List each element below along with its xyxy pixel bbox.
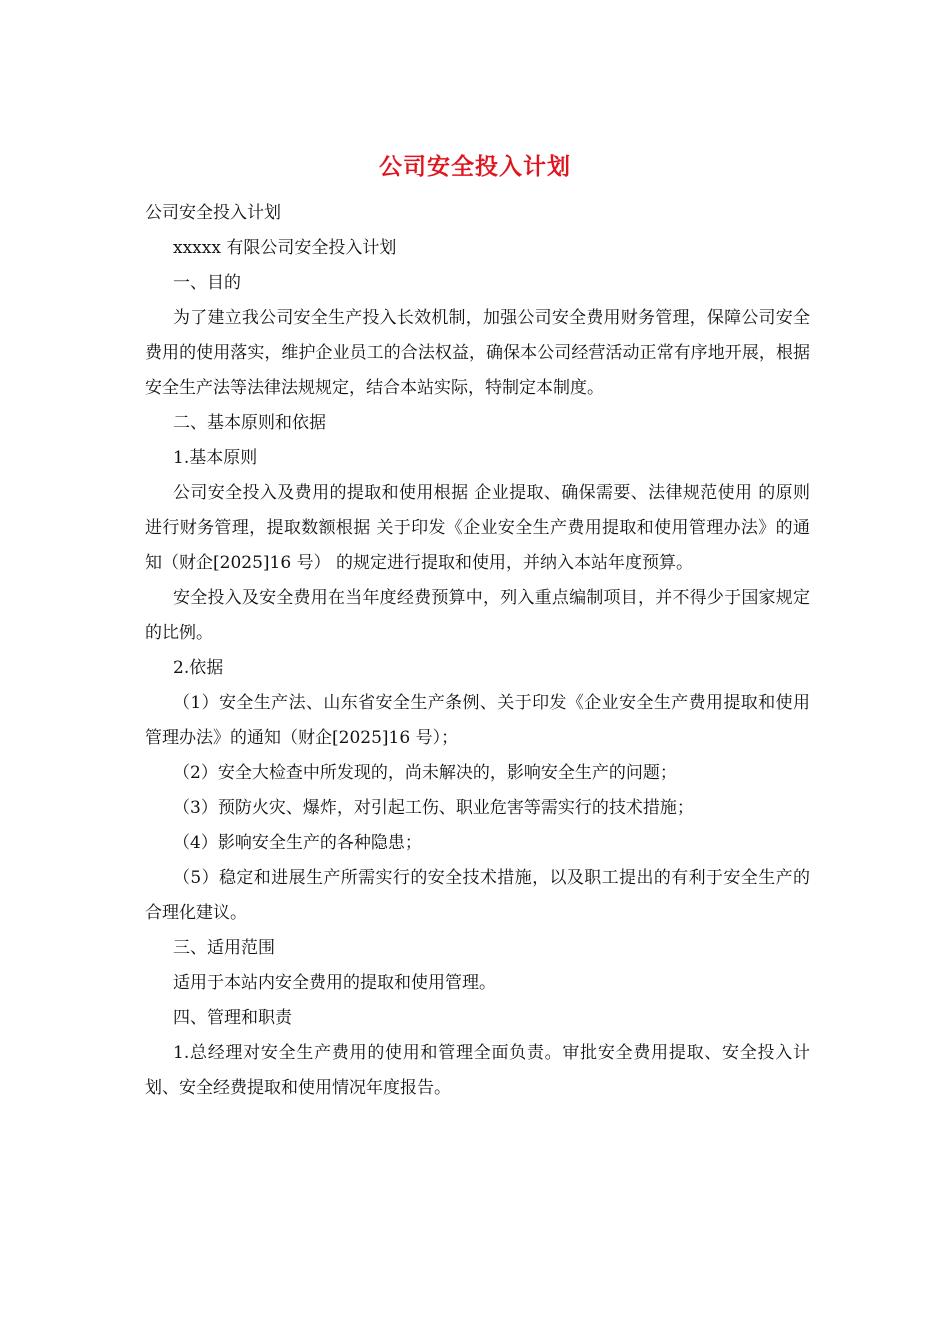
section-heading: 三、适用范围	[173, 938, 275, 958]
list-item: （3）预防火灾、爆炸，对引起工伤、职业危害等需实行的技术措施；	[173, 798, 694, 818]
section-heading: 一、目的	[173, 273, 241, 293]
paragraph: 安全投入及安全费用在当年度经费预算中，列入重点编制项目，并不得少于国家规定的比例。	[145, 588, 810, 643]
section-heading: 二、基本原则和依据	[173, 413, 326, 433]
paragraph: 公司安全投入计划	[145, 203, 281, 223]
list-item: （5）稳定和进展生产所需实行的安全技术措施，以及职工提出的有利于安全生产的合理化建议。	[145, 868, 810, 923]
list-item: （4）影响安全生产的各种隐患；	[173, 833, 422, 853]
list-item: （2）安全大检查中所发现的，尚未解决的，影响安全生产的问题；	[173, 763, 677, 783]
subsection-heading: 2.依据	[173, 658, 224, 678]
subsection-heading: 1.基本原则	[173, 448, 258, 468]
paragraph: 1.总经理对安全生产费用的使用和管理全面负责。审批安全费用提取、安全投入计划、安全经费提取和使用情况年度报告。	[145, 1043, 810, 1098]
paragraph: 公司安全投入及费用的提取和使用根据 企业提取、确保需要、法律规范使用 的原则进行财务管理，提取数额根据 关于印发《企业安全生产费用提取和使用管理办法》的通知（财企[2025]16 号） 的规定进行提取和使用，并纳入本站年度预算。	[145, 483, 810, 573]
section-heading: 四、管理和职责	[173, 1008, 292, 1028]
paragraph: 适用于本站内安全费用的提取和使用管理。	[173, 973, 496, 993]
paragraph: xxxxx 有限公司安全投入计划	[173, 238, 397, 258]
list-item: （1）安全生产法、山东省安全生产条例、关于印发《企业安全生产费用提取和使用管理办法》的通知（财企[2025]16 号）；	[145, 693, 810, 748]
paragraph: 为了建立我公司安全生产投入长效机制，加强公司安全费用财务管理，保障公司安全费用的使用落实，维护企业员工的合法权益，确保本公司经营活动正常有序地开展，根据安全生产法等法律法规规定，结合本站实际，特制定本制度。	[145, 308, 810, 398]
document-body	[145, 196, 810, 1106]
page-title: 公司安全投入计划	[379, 154, 571, 180]
